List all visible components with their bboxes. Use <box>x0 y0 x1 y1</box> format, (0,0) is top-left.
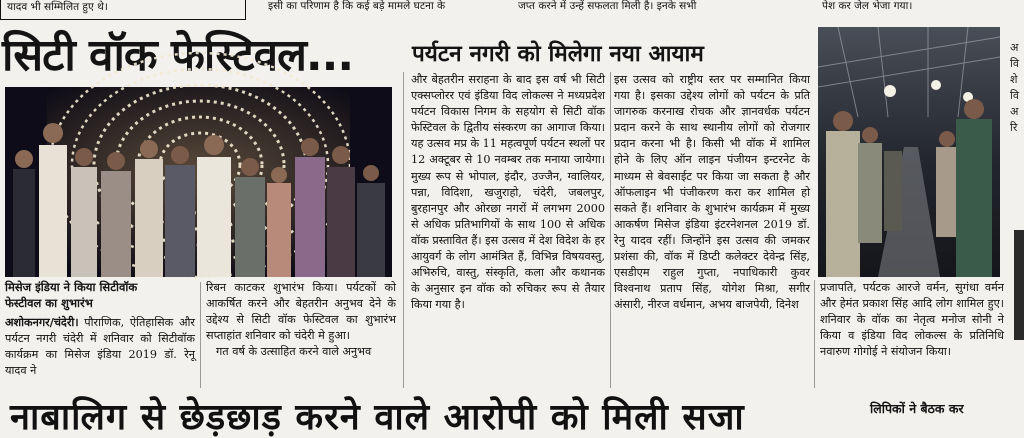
article-paragraph: गत वर्ष के उत्साहित करने वाले अनुभव <box>216 345 372 359</box>
article-dateline: अशोकनगर/चंदेरी। <box>5 315 79 329</box>
next-column-photo <box>1014 230 1024 340</box>
sub-headline: पर्यटन नगरी को मिलेगा नया आयाम <box>412 41 704 67</box>
next-column-sliver: अ वि शे वि अ रि <box>1010 41 1019 134</box>
previous-story-text: यादव भी सम्मिलित हुए थे। <box>7 1 108 13</box>
previous-story-line: इसी का परिणाम है कि कई बड़े मामले घटना के <box>268 0 446 12</box>
next-story-headline <box>10 397 840 438</box>
article-column-2 <box>206 280 396 390</box>
previous-story-box <box>0 0 246 20</box>
article-paragraph: और बेहतरीन सराहना के बाद इस वर्ष भी सिटी एक्सप्लोरर एवं इंडिया विद लोकल्स ने मध्यप्रदेश पर्यटन विकास निगम के सहयोग से सिटी वॉक फेस्टिवल के द्वितीय संस्करण का आगाज किया। यह उत्सव मप्र के 11 महत्वपूर्ण पर्यटन स्थलों पर 12 अक्टूबर से 10 नवम्बर तक मनाया जायेगा। मुख्य रूप से भोपाल, इंदौर, उज्जैन, ग्वालियर, पन्ना, विदिशा, खजुराहो, चंदेरी, जबलपुर, बुरहानपुर और ओरछा नगरों में लगभग 2000 से अधिक प्रतिभागियों के साथ 100 से अधिक वॉक प्रस्तावित हैं। इस उत्सव में देश विदेश के हर आयुवर्ग के लोग आमंत्रित हैं, विभिन्न विषयवस्तु, अभिरुचि, वास्तु, संस्कृति, कला और कथानक के अनुसार इन वॉक को रुचिकर रूप से तैयार किया गया है। <box>411 73 605 312</box>
column-rule <box>610 72 611 388</box>
previous-story-line: पेश कर जेल भेजा गया। <box>822 0 913 12</box>
event-stage-photo <box>5 87 392 277</box>
article-column-1 <box>5 314 195 390</box>
article-paragraph: इस उत्सव को राष्ट्रीय स्तर पर सम्मानित किया गया है। इसका उद्देश्य लोगों को पर्यटन के प्रति जागरुक करनाख रोचक और ज्ञानवर्धक पर्यटन प्रदान करने के साथ स्थानीय लोगों को रोजगार प्रदान करना भी है। किसी भी वॉक में शामिल होने के लिए ऑन लाइन पंजीयन इन्टरनेट के माध्यम से बेवसाईट पर किया जा सकता है और ऑफलाइन भी पंजीकरण करा कर शामिल हो सकते हैं। शनिवार के शुभारंभ कार्यक्रम में मुख्य आकर्षण मिसेज इंडिया इंटरनेशनल 2019 डॉ. रेनु यादव रहीं। जिन्होंने इस उत्सव की जमकर प्रशंसा की, वॉक में डिप्टी कलेक्टर देवेन्द्र सिंह, एसडीएम राहुल गुप्ता, नपाधिकारी कुवर विश्वनाथ प्रताप सिंह, योगेश मिश्रा, सगीर अंसारी, नीरज वर्धमान, अभय बाजपेयी, दिनेश <box>614 73 810 312</box>
column-rule <box>403 72 404 388</box>
article-paragraph: रिबन काटकर शुभारंभ किया। पर्यटकों को आकर्षित करने और बेहतरीन अनुभव देने के उद्देश्य से सिटी वॉक फेस्टिवल का शुभारंभ सप्ताहांत शनिवार को चंदेरी मे हुआ। <box>206 281 396 343</box>
article-lead: पौराणिक, ऐतिहासिक और पर्यटन नगरी चंदेरी में शनिवार को सिटीवॉक कार्यक्रम का मिसेज इंडिया 2019 डॉ. रेनू यादव ने <box>5 316 195 378</box>
caption-line: फेस्टीवल का शुभारंभ <box>5 296 93 310</box>
photo-caption <box>5 279 195 311</box>
next-story-right-headline: लिपिकों ने बैठक कर <box>870 401 964 416</box>
next-story-headline-text: नाबालिग से छेड़छाड़ करने वाले आरोपी को मिली सजा <box>10 397 745 438</box>
main-headline: सिटी वॉक फेस्टिवल... <box>2 30 354 81</box>
column-rule <box>814 280 815 388</box>
article-paragraph: प्रजापति, पर्यटक आरजे वर्मन, सुगंधा वर्मन और हेमंत प्रकाश सिंह आदि लोग शामिल हुए। शनिवार के वॉक का नेतृत्व मनोज सोनी ने किया व इंडिया विद लोकल्स के प्रतिनिधि नवारुण गोगोई ने संयोजन किया। <box>820 281 1004 359</box>
article-column-5 <box>820 280 1004 390</box>
fashion-walk-photo <box>818 27 1000 277</box>
article-column-4 <box>614 72 810 390</box>
article-column-3 <box>411 72 605 390</box>
previous-story-line: जप्त करने में उन्हें सफलता मिली है। इनके सभी <box>518 0 697 12</box>
caption-line: मिसेज इंडिया ने किया सिटीवॉक <box>5 280 138 294</box>
column-rule <box>200 282 201 388</box>
